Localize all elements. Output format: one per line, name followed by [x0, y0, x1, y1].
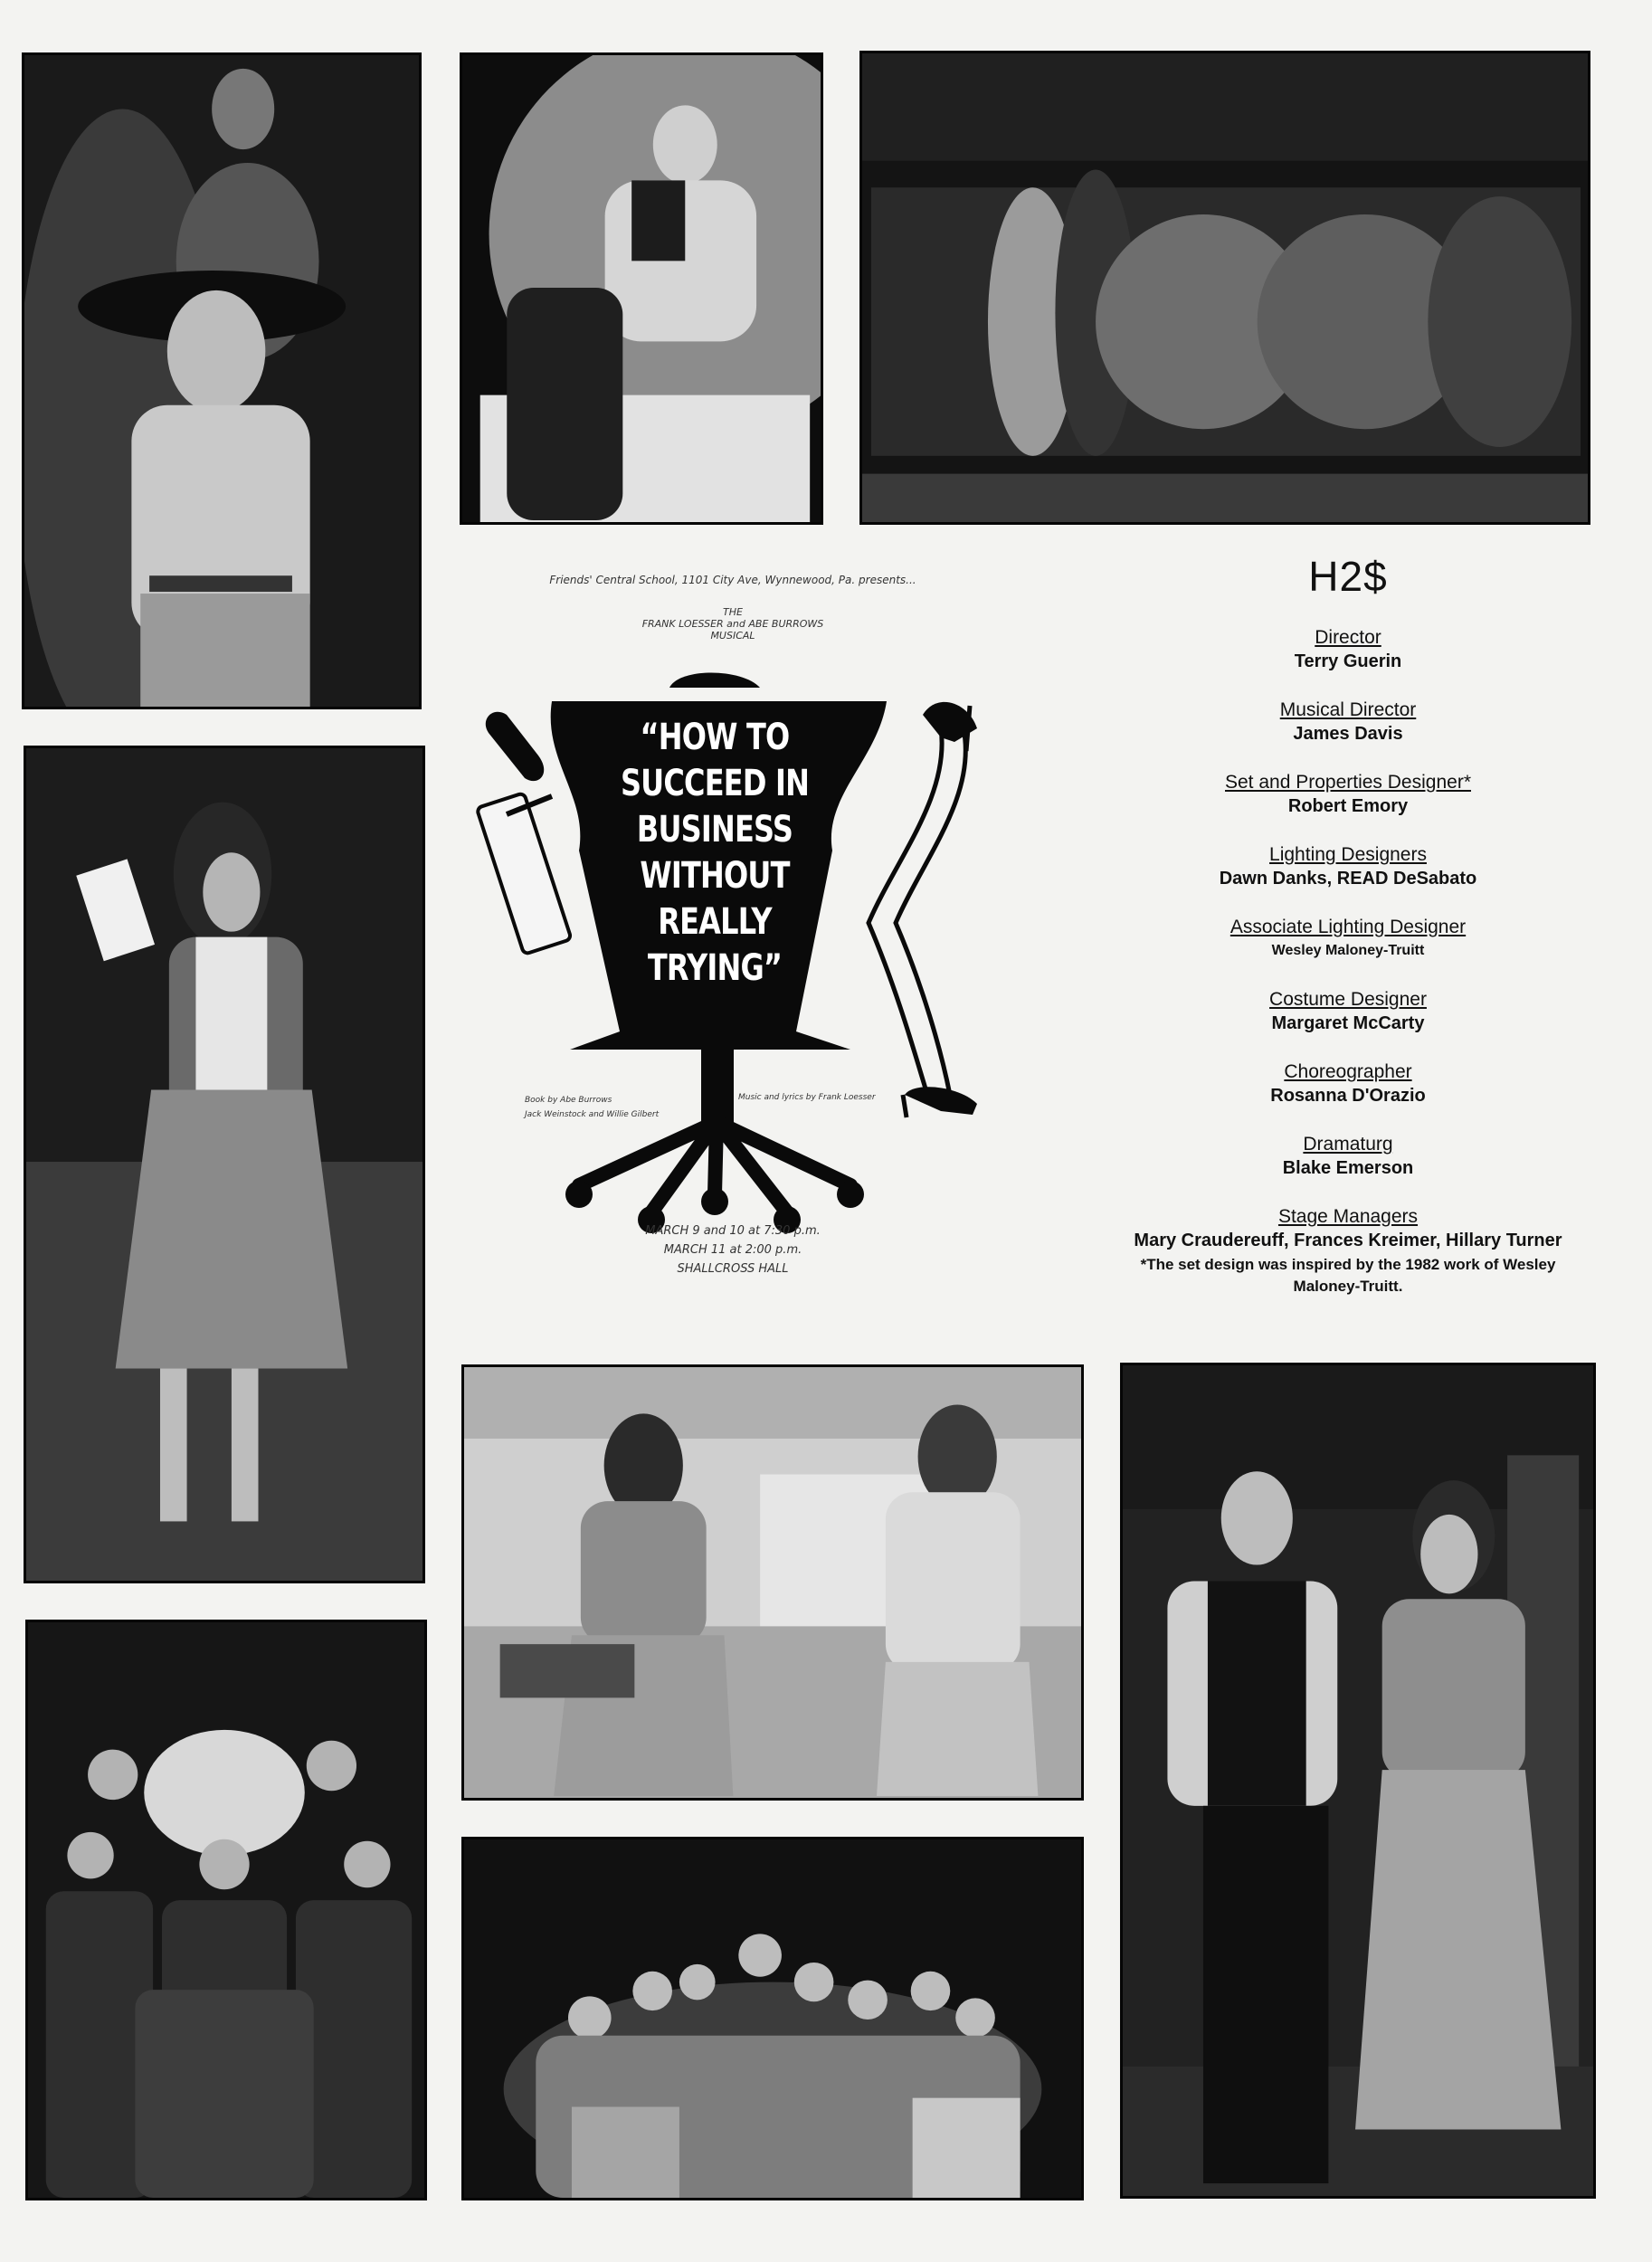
poster-the-line: THE: [723, 606, 743, 618]
credit-role: [1113, 1133, 1583, 1180]
poster-book-credit-1: Book by Abe Burrows: [525, 1096, 612, 1105]
credit-role-label: Costume Designer: [1269, 989, 1427, 1010]
poster-authors: FRANK LOESSER and ABE BURROWS: [641, 618, 824, 630]
poster-dates-1: MARCH 9 and 10 at 7:30 p.m.: [645, 1224, 821, 1238]
credit-role: [1113, 1205, 1583, 1252]
credit-role-label: Lighting Designers: [1269, 844, 1427, 865]
photo-two-women-office: [461, 1364, 1084, 1801]
photo-crowd-scene: [461, 1837, 1084, 2200]
credit-role: [1113, 771, 1583, 818]
set-design-note: *The set design was inspired by the 1982 work of Wesley Maloney-Truitt.: [1140, 1256, 1556, 1295]
credit-role-label: Dramaturg: [1303, 1134, 1393, 1155]
poster-title-line: WITHOUT: [640, 855, 790, 897]
poster-venue: SHALLCROSS HALL: [677, 1262, 789, 1276]
credit-role: [1113, 916, 1583, 963]
credit-role-name: James Davis: [1293, 724, 1403, 744]
production-credits: [1113, 552, 1583, 1278]
poster-dates-2: MARCH 11 at 2:00 p.m.: [663, 1243, 802, 1257]
poster-book-credit-2: Jack Weinstock and Willie Gilbert: [525, 1110, 660, 1119]
credit-role-name: Wesley Maloney-Truitt: [1271, 943, 1425, 958]
photo-couple-conversation: [1120, 1363, 1596, 2199]
credit-role-name: Blake Emerson: [1282, 1158, 1414, 1178]
credit-role-name: Margaret McCarty: [1271, 1013, 1425, 1033]
credit-role-name: Dawn Danks, READ DeSabato: [1219, 869, 1477, 889]
credit-role: [1113, 1060, 1583, 1107]
credit-role-name: Terry Guerin: [1294, 651, 1402, 671]
poster-musical: MUSICAL: [710, 630, 755, 642]
credit-role-label: Choreographer: [1284, 1061, 1412, 1082]
photo-actor-reading-book: [460, 52, 823, 525]
poster-dates: [470, 1221, 995, 1278]
credit-role-label: Associate Lighting Designer: [1230, 917, 1467, 937]
poster-presents: Friends' Central School, 1101 City Ave, Wynnewood, Pa. presents...: [549, 574, 916, 586]
photo-actress-standing: [24, 746, 425, 1583]
credit-role: [1113, 626, 1583, 673]
credit-role-label: Musical Director: [1279, 699, 1417, 720]
credit-role: [1113, 988, 1583, 1035]
poster-title-line: REALLY: [658, 901, 772, 943]
photo-ensemble-line: [859, 51, 1590, 525]
credit-role-label: Stage Managers: [1277, 1206, 1419, 1227]
credit-role: [1113, 843, 1583, 890]
show-poster: [470, 561, 995, 1285]
poster-music-credit: Music and lyrics by Frank Loesser: [738, 1093, 876, 1102]
poster-title-line: TRYING”: [647, 947, 783, 989]
photo-actress-hat-glasses: [22, 52, 422, 709]
poster-title-line: BUSINESS: [636, 809, 793, 851]
poster-title-line: SUCCEED IN: [620, 763, 810, 804]
credits-title: H2$: [1308, 553, 1388, 600]
poster-title-line: “HOW TO: [640, 717, 790, 758]
photo-men-group: [25, 1620, 427, 2200]
credit-role-label: Director: [1315, 627, 1381, 648]
poster-book-credits: [525, 1093, 659, 1122]
credit-role-name: Rosanna D'Orazio: [1270, 1086, 1426, 1106]
credit-role: [1113, 699, 1583, 746]
credit-role-name: Mary Craudereuff, Frances Kreimer, Hillary Turner: [1134, 1231, 1562, 1250]
credit-role-label: Set and Properties Designer*: [1225, 772, 1471, 793]
credit-role-name: Robert Emory: [1287, 796, 1409, 816]
poster-title: [599, 715, 831, 992]
